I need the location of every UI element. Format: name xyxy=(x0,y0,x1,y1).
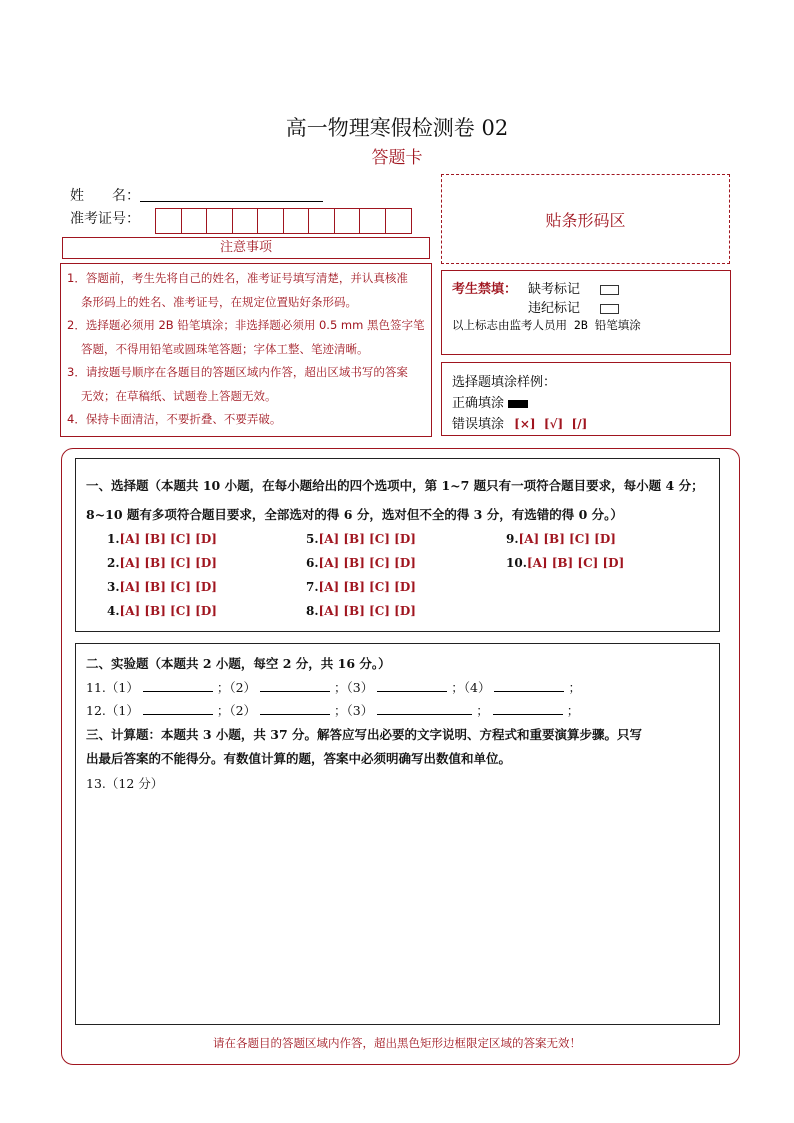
notice-title: 注意事项 xyxy=(62,237,430,259)
question-row-8[interactable]: 8.[A] [B] [C] [D] xyxy=(306,604,416,618)
id-box[interactable] xyxy=(182,209,208,233)
id-box[interactable] xyxy=(207,209,233,233)
question-row-5[interactable]: 5.[A] [B] [C] [D] xyxy=(306,532,416,546)
correct-label: 正确填涂 xyxy=(452,396,505,411)
id-box[interactable] xyxy=(284,209,310,233)
page-title: 高一物理寒假检测卷 02 xyxy=(285,116,509,140)
violation-checkbox[interactable] xyxy=(600,304,619,314)
notice-item: 无效；在草稿纸、试题卷上答题无效。 xyxy=(81,388,277,403)
question-row-3[interactable]: 3.[A] [B] [C] [D] xyxy=(107,580,217,594)
exam-id-boxes[interactable] xyxy=(155,208,412,234)
choice-section xyxy=(75,458,720,632)
id-box[interactable] xyxy=(386,209,412,233)
ban-note: 以上标志由监考人员用 2B 铅笔填涂 xyxy=(452,318,641,332)
notice-item: 3．请按题号顺序在各题目的答题区域内作答，超出区域书写的答案 xyxy=(67,365,408,379)
notice-item: 2．选择题必须用 2B 铅笔填涂；非选择题必须用 0.5 mm 黑色签字笔 xyxy=(67,318,425,332)
question-row-9[interactable]: 9.[A] [B] [C] [D] xyxy=(506,532,616,546)
question-row-7[interactable]: 7.[A] [B] [C] [D] xyxy=(306,580,416,594)
answer-blank[interactable] xyxy=(143,679,213,692)
id-box[interactable] xyxy=(309,209,335,233)
id-box[interactable] xyxy=(156,209,182,233)
sample-title: 选择题填涂样例： xyxy=(452,375,557,390)
question-row-10[interactable]: 10.[A] [B] [C] [D] xyxy=(506,556,625,570)
barcode-label: 贴条形码区 xyxy=(545,210,626,230)
filled-mark-icon xyxy=(508,400,528,408)
experiment-title: 二、实验题（本题共 2 小题，每空 2 分，共 16 分。） xyxy=(86,656,391,671)
answer-blank[interactable] xyxy=(377,702,472,715)
notice-box xyxy=(60,263,432,437)
question-12-row: 12.（1） ；（2） ；（3） ； ； xyxy=(86,703,580,718)
footer-warning: 请在各题目的答题区域内作答，超出黑色矩形边框限定区域的答案无效！ xyxy=(213,1036,581,1050)
answer-blank[interactable] xyxy=(143,702,213,715)
exam-id-label: 准考证号： xyxy=(70,211,140,227)
question-row-2[interactable]: 2.[A] [B] [C] [D] xyxy=(107,556,217,570)
name-label: 姓 名： xyxy=(70,188,140,204)
id-box[interactable] xyxy=(258,209,284,233)
id-box[interactable] xyxy=(233,209,259,233)
ban-label: 考生禁填： xyxy=(452,282,518,297)
question-13-label: 13.（12 分） xyxy=(86,776,164,791)
calc-title-line2: 出最后答案的不能得分。有数值计算的题，答案中必须明确写出数值和单位。 xyxy=(86,751,512,766)
question-row-6[interactable]: 6.[A] [B] [C] [D] xyxy=(306,556,416,570)
answer-blank[interactable] xyxy=(260,702,330,715)
choice-intro-line1: 一、选择题（本题共 10 小题，在每小题给出的四个选项中，第 1~7 题只有一项符合题目要求，每小题 4 分； xyxy=(86,478,704,493)
answer-blank[interactable] xyxy=(260,679,330,692)
question-row-4[interactable]: 4.[A] [B] [C] [D] xyxy=(107,604,217,618)
id-box[interactable] xyxy=(335,209,361,233)
name-field[interactable] xyxy=(140,201,323,202)
notice-item: 4．保持卡面清洁，不要折叠、不要弄破。 xyxy=(67,412,282,426)
answer-blank[interactable] xyxy=(494,679,564,692)
wrong-marks: [×] [√] [/] xyxy=(514,417,588,431)
absent-checkbox[interactable] xyxy=(600,285,619,295)
wrong-label: 错误填涂 xyxy=(452,417,505,432)
notice-item: 1．答题前，考生先将自己的姓名，准考证号填写清楚，并认真核准 xyxy=(67,271,408,285)
notice-item: 答题，不得用铅笔或圆珠笔答题；字体工整、笔迹清晰。 xyxy=(81,341,369,356)
question-11-row: 11.（1） ；（2） ；（3） ；（4） ； xyxy=(86,680,581,695)
notice-item: 条形码上的姓名、准考证号，在规定位置贴好条形码。 xyxy=(81,294,357,309)
page-subtitle: 答题卡 xyxy=(371,148,423,168)
proctor-mark-box xyxy=(441,270,731,355)
id-box[interactable] xyxy=(360,209,386,233)
answer-blank[interactable] xyxy=(377,679,447,692)
calc-title-line1: 三、计算题：本题共 3 小题，共 37 分。解答应写出必要的文字说明、方程式和重要演算步骤。只写 xyxy=(86,727,643,742)
answer-blank[interactable] xyxy=(493,702,563,715)
choice-intro-line2: 8~10 题有多项符合题目要求，全部选对的得 6 分，选对但不全的得 3 分，有选错的得 0 分。） xyxy=(86,507,623,522)
barcode-area xyxy=(441,174,730,264)
fill-sample-box xyxy=(441,362,731,436)
absent-label: 缺考标记 xyxy=(528,282,581,297)
violation-label: 违纪标记 xyxy=(528,301,581,316)
question-row-1[interactable]: 1.[A] [B] [C] [D] xyxy=(107,532,217,546)
written-section xyxy=(75,643,720,1025)
